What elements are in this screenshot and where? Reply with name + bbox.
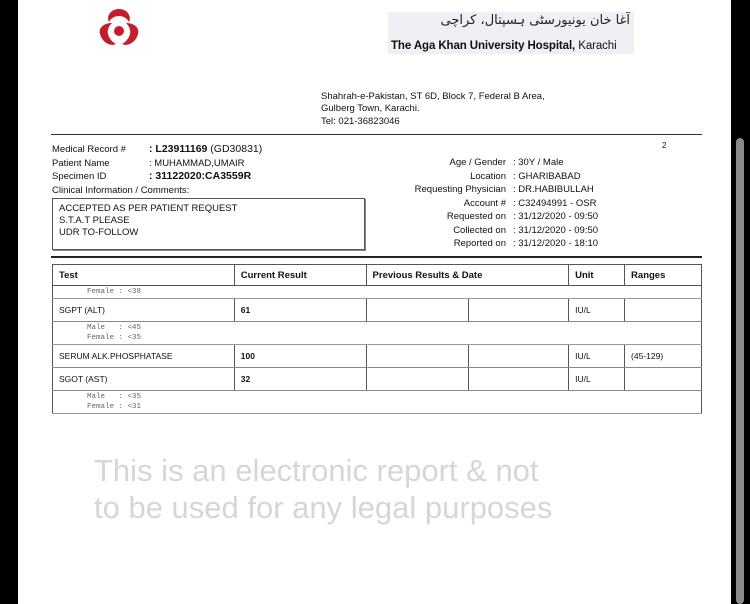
col-header-unit: Unit <box>569 265 625 286</box>
comment-line: ACCEPTED AS PER PATIENT REQUEST <box>59 203 238 214</box>
results-table <box>52 264 702 414</box>
watermark-line: This is an electronic report & not <box>94 453 539 488</box>
table-row <box>53 299 702 322</box>
specimen-label: Specimen ID <box>52 171 107 182</box>
test-name: SGOT (AST) <box>53 368 235 391</box>
hospital-city: Karachi <box>575 40 617 52</box>
unit: IU/L <box>569 299 625 322</box>
report-page <box>18 0 731 604</box>
comment-line: UDR TO-FOLLOW <box>59 226 139 238</box>
results-divider <box>51 256 702 258</box>
reported-value: : 31/12/2020 - 18:10 <box>513 238 599 249</box>
specimen-value: : 31122020:CA3559R <box>149 170 252 182</box>
reference-text: Male : <45 Female : <35 <box>53 322 702 345</box>
order-labels <box>415 156 506 251</box>
previous-date <box>469 299 569 322</box>
current-result: 100 <box>234 345 366 368</box>
physician-value: : DR.HABIBULLAH <box>513 184 594 195</box>
col-header-current: Current Result <box>234 265 366 286</box>
range: (45-129) <box>625 345 702 368</box>
range <box>625 368 702 391</box>
phone-line: Tel: 021-36823046 <box>321 115 400 127</box>
account-value: : C32494991 - OSR <box>513 197 597 209</box>
name-label: Patient Name <box>52 157 110 169</box>
unit: IU/L <box>569 368 625 391</box>
urdu-hospital-name: آغا خان یونیورسٹی ہسپتال، کراچی <box>440 13 630 28</box>
electronic-report-watermark <box>94 452 552 526</box>
watermark-line: to be used for any legal purposes <box>94 490 553 525</box>
table-row <box>53 345 702 368</box>
requested-label: Requested on <box>446 211 506 222</box>
header-divider <box>51 134 702 135</box>
patient-values <box>149 143 262 184</box>
reference-row <box>53 322 702 345</box>
age-value: : 30Y / Male <box>513 157 564 168</box>
previous-result <box>366 368 469 391</box>
previous-result <box>366 345 469 368</box>
address-line: Gulberg Town, Karachi. <box>321 103 420 115</box>
clinical-label: Clinical Information / Comments: <box>52 184 190 196</box>
requested-value: : 31/12/2020 - 09:50 <box>513 211 599 222</box>
mr-label: Medical Record # <box>52 144 126 155</box>
current-result: 32 <box>234 368 366 391</box>
account-label: Account # <box>463 197 506 209</box>
test-name: SERUM ALK.PHOSPHATASE <box>53 345 235 368</box>
collected-value: : 31/12/2020 - 09:50 <box>513 224 599 236</box>
age-label: Age / Gender <box>449 157 506 168</box>
table-header-row <box>53 265 702 286</box>
reference-text: Female : <38 <box>53 286 702 299</box>
reference-row <box>53 286 702 299</box>
hospital-logo-icon <box>97 7 141 51</box>
comment-line: S.T.A.T PLEASE <box>59 214 130 226</box>
previous-result <box>366 299 469 322</box>
name-value: : MUHAMMAD,UMAIR <box>149 157 245 169</box>
hospital-name <box>391 40 617 52</box>
clinical-comments-box <box>52 198 365 250</box>
current-result: 61 <box>234 299 366 322</box>
scrollbar[interactable] <box>736 138 744 604</box>
order-values <box>513 156 598 251</box>
reported-label: Reported on <box>453 238 506 249</box>
previous-date <box>469 345 569 368</box>
reference-text: Male : <35 Female : <31 <box>53 391 702 414</box>
col-header-ranges: Ranges <box>625 265 702 286</box>
col-header-previous: Previous Results & Date <box>366 265 569 286</box>
previous-date <box>469 368 569 391</box>
table-row <box>53 368 702 391</box>
reference-row <box>53 391 702 414</box>
physician-label: Requesting Physician <box>414 184 506 195</box>
page-number: 2 <box>662 141 667 150</box>
collected-label: Collected on <box>453 224 506 236</box>
hospital-address <box>321 91 545 128</box>
range <box>625 299 702 322</box>
address-line: Shahrah-e-Pakistan, ST 6D, Block 7, Federal B Area, <box>321 91 545 102</box>
location-value: : GHARIBABAD <box>513 170 581 182</box>
test-name: SGPT (ALT) <box>53 299 235 322</box>
unit: IU/L <box>569 345 625 368</box>
location-label: Location <box>470 170 506 182</box>
hospital-name-bold: The Aga Khan University Hospital, <box>391 40 576 52</box>
mr-value: : L23911169 (GD30831) <box>149 143 263 155</box>
col-header-test: Test <box>53 265 235 286</box>
